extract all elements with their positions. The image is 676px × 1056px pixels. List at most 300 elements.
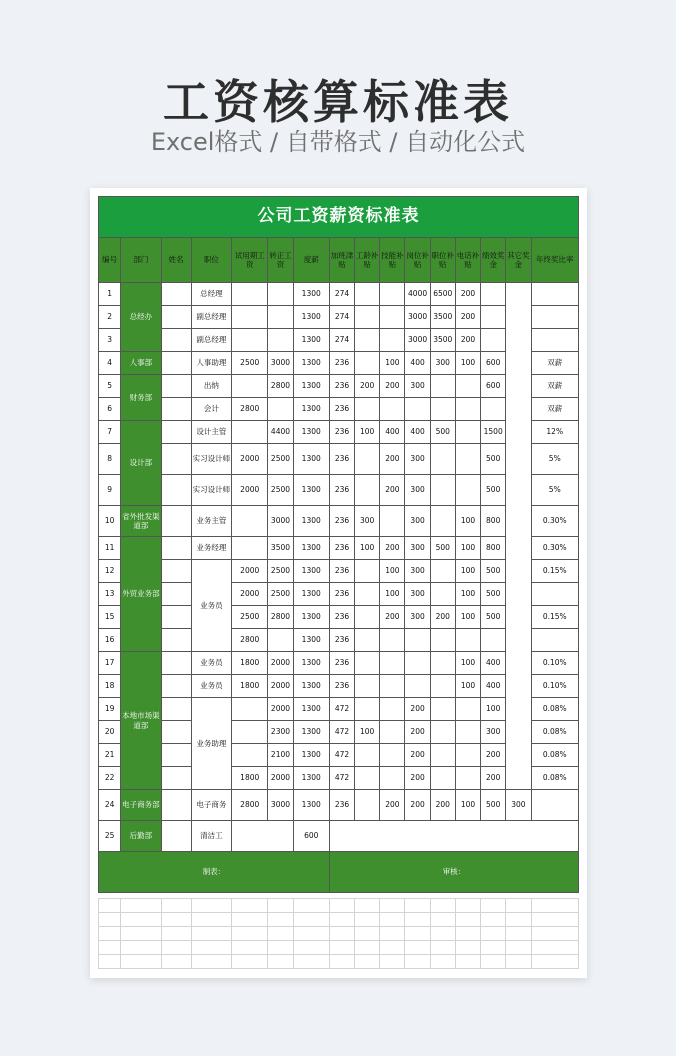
cell: 236 [329, 537, 354, 560]
cell [531, 790, 579, 821]
cell: 1300 [293, 475, 329, 506]
cell [355, 306, 380, 329]
cell [380, 652, 405, 675]
cell: 200 [481, 744, 506, 767]
cell: 0.08% [531, 767, 579, 790]
cell: 实习设计师 [191, 475, 231, 506]
cell [430, 583, 455, 606]
cell: 2000 [232, 583, 268, 606]
cell: 236 [329, 398, 354, 421]
cell [455, 475, 480, 506]
table-title: 公司工资薪资标准表 [99, 197, 579, 238]
cell: 472 [329, 744, 354, 767]
cell: 600 [481, 375, 506, 398]
cell: 0.15% [531, 606, 579, 629]
cell: 3000 [405, 329, 430, 352]
cell [355, 352, 380, 375]
cell: 100 [481, 698, 506, 721]
cell [161, 329, 191, 352]
cell: 200 [455, 306, 480, 329]
cell: 实习设计师 [191, 444, 231, 475]
reviewer-label: 审核： [329, 852, 578, 893]
cell: 12 [99, 560, 121, 583]
cell [355, 698, 380, 721]
cell [355, 583, 380, 606]
cell: 400 [481, 652, 506, 675]
cell: 15 [99, 606, 121, 629]
cell [455, 698, 480, 721]
salary-table [98, 196, 579, 893]
cell: 1300 [293, 444, 329, 475]
cell: 2000 [268, 767, 293, 790]
cell: 1300 [293, 652, 329, 675]
cell [455, 375, 480, 398]
cell: 双薪 [531, 352, 579, 375]
cell [380, 721, 405, 744]
cell: 200 [430, 606, 455, 629]
cell: 236 [329, 790, 354, 821]
cell [481, 283, 506, 306]
cell [355, 283, 380, 306]
empty-grid [98, 898, 579, 969]
cell [455, 421, 480, 444]
cell: 200 [430, 790, 455, 821]
cell: 472 [329, 767, 354, 790]
cell: 2800 [232, 790, 268, 821]
cell: 300 [481, 721, 506, 744]
cell [380, 306, 405, 329]
cell: 10 [99, 506, 121, 537]
cell: 副总经理 [191, 306, 231, 329]
column-header: 年终奖比率 [531, 238, 579, 283]
cell: 业务助理 [191, 698, 231, 790]
cell: 400 [405, 421, 430, 444]
cell [430, 698, 455, 721]
cell: 100 [455, 652, 480, 675]
cell [455, 767, 480, 790]
cell: 1300 [293, 329, 329, 352]
column-header: 技能补贴 [380, 238, 405, 283]
page-subtitle: Excel格式 / 自带格式 / 自动化公式 [150, 128, 526, 156]
cell: 业务员 [191, 675, 231, 698]
cell: 600 [293, 821, 329, 852]
cell: 13 [99, 583, 121, 606]
cell [161, 375, 191, 398]
cell [232, 329, 268, 352]
cell [232, 698, 268, 721]
cell: 21 [99, 744, 121, 767]
cell: 2 [99, 306, 121, 329]
cell: 业务主管 [191, 506, 231, 537]
cell: 0.30% [531, 537, 579, 560]
cell: 0.15% [531, 560, 579, 583]
dept-cell: 总经办 [121, 283, 161, 352]
signature-row [99, 852, 579, 893]
cell: 100 [455, 583, 480, 606]
cell: 1300 [293, 606, 329, 629]
cell: 100 [355, 537, 380, 560]
cell: 1300 [293, 698, 329, 721]
cell [355, 329, 380, 352]
cell [161, 475, 191, 506]
cell [355, 629, 380, 652]
cell [268, 283, 293, 306]
dept-cell: 外贸业务部 [121, 537, 161, 652]
cell: 1300 [293, 721, 329, 744]
table-row [99, 283, 579, 306]
cell [232, 421, 268, 444]
cell [430, 767, 455, 790]
cell: 4400 [268, 421, 293, 444]
cell: 1300 [293, 560, 329, 583]
cell [232, 283, 268, 306]
cell [161, 652, 191, 675]
column-header: 转正工资 [268, 238, 293, 283]
cell: 500 [430, 537, 455, 560]
cell: 1300 [293, 375, 329, 398]
dept-cell: 设计部 [121, 421, 161, 506]
cell: 100 [455, 506, 480, 537]
cell [268, 306, 293, 329]
maker-label: 制表： [99, 852, 330, 893]
cell: 200 [405, 790, 430, 821]
cell [355, 675, 380, 698]
cell: 16 [99, 629, 121, 652]
cell: 1300 [293, 583, 329, 606]
cell: 总经理 [191, 283, 231, 306]
column-header: 职位 [191, 238, 231, 283]
cell: 18 [99, 675, 121, 698]
cell: 800 [481, 506, 506, 537]
cell: 6500 [430, 283, 455, 306]
cell: 200 [380, 475, 405, 506]
cell: 3000 [268, 506, 293, 537]
cell: 236 [329, 652, 354, 675]
cell: 236 [329, 506, 354, 537]
cell: 1300 [293, 398, 329, 421]
cell: 1300 [293, 767, 329, 790]
cell [161, 352, 191, 375]
cell [455, 629, 480, 652]
cell: 100 [380, 583, 405, 606]
cell [355, 767, 380, 790]
cell: 300 [405, 583, 430, 606]
cell: 1 [99, 283, 121, 306]
cell: 1300 [293, 421, 329, 444]
cell: 200 [455, 329, 480, 352]
cell [161, 537, 191, 560]
header-row [99, 238, 579, 283]
cell [161, 721, 191, 744]
cell: 0.08% [531, 721, 579, 744]
cell: 20 [99, 721, 121, 744]
cell: 0.30% [531, 506, 579, 537]
cell: 5% [531, 475, 579, 506]
cell: 3500 [430, 306, 455, 329]
cell: 100 [355, 721, 380, 744]
cell: 2500 [268, 560, 293, 583]
cell: 2300 [268, 721, 293, 744]
cell: 12% [531, 421, 579, 444]
cell [161, 606, 191, 629]
cell: 300 [405, 560, 430, 583]
cell [405, 398, 430, 421]
cell: 472 [329, 698, 354, 721]
cell: 274 [329, 329, 354, 352]
cell [355, 398, 380, 421]
cell: 设计主管 [191, 421, 231, 444]
cell [161, 698, 191, 721]
cell [232, 744, 268, 767]
cell: 300 [405, 475, 430, 506]
cell: 300 [506, 790, 531, 821]
cell: 400 [380, 421, 405, 444]
cell: 4 [99, 352, 121, 375]
cell: 17 [99, 652, 121, 675]
cell: 2800 [268, 375, 293, 398]
cell [455, 398, 480, 421]
cell: 6 [99, 398, 121, 421]
cell [481, 306, 506, 329]
cell [380, 329, 405, 352]
cell [506, 283, 531, 790]
cell [232, 375, 268, 398]
cell: 1300 [293, 306, 329, 329]
cell [455, 721, 480, 744]
cell: 236 [329, 629, 354, 652]
cell [531, 583, 579, 606]
cell: 0.08% [531, 744, 579, 767]
page-title: 工资核算标准表 [163, 75, 513, 129]
cell [232, 721, 268, 744]
cell: 2800 [232, 629, 268, 652]
cell [380, 744, 405, 767]
cell: 人事助理 [191, 352, 231, 375]
cell: 清洁工 [191, 821, 231, 852]
dept-cell: 后勤部 [121, 821, 161, 852]
cell: 500 [481, 606, 506, 629]
cell: 500 [430, 421, 455, 444]
cell [161, 283, 191, 306]
cell: 1300 [293, 790, 329, 821]
cell [161, 790, 191, 821]
cell: 1300 [293, 352, 329, 375]
column-header: 工龄补贴 [355, 238, 380, 283]
cell: 236 [329, 421, 354, 444]
cell [430, 560, 455, 583]
cell: 25 [99, 821, 121, 852]
column-header: 度薪 [293, 238, 329, 283]
cell: 3000 [268, 352, 293, 375]
cell: 2500 [268, 475, 293, 506]
cell: 200 [405, 721, 430, 744]
cell: 236 [329, 375, 354, 398]
cell: 1300 [293, 283, 329, 306]
column-header: 其它奖金 [506, 238, 531, 283]
cell [355, 744, 380, 767]
cell: 22 [99, 767, 121, 790]
cell: 236 [329, 675, 354, 698]
cell: 100 [455, 560, 480, 583]
cell: 236 [329, 583, 354, 606]
cell: 100 [455, 606, 480, 629]
dept-cell: 电子商务部 [121, 790, 161, 821]
cell [232, 821, 294, 852]
cell [430, 475, 455, 506]
cell [161, 306, 191, 329]
cell [161, 821, 191, 852]
cell [531, 329, 579, 352]
cell [355, 475, 380, 506]
cell: 业务员 [191, 652, 231, 675]
cell: 600 [481, 352, 506, 375]
cell [531, 306, 579, 329]
cell: 472 [329, 721, 354, 744]
column-header: 电话补贴 [455, 238, 480, 283]
cell: 双薪 [531, 375, 579, 398]
cell [161, 444, 191, 475]
dept-cell: 本地市场渠道部 [121, 652, 161, 790]
cell: 2500 [232, 352, 268, 375]
cell: 1800 [232, 675, 268, 698]
cell: 2500 [268, 583, 293, 606]
cell: 0.10% [531, 652, 579, 675]
cell [268, 629, 293, 652]
cell: 8 [99, 444, 121, 475]
spreadsheet-preview [90, 188, 587, 978]
cell [430, 744, 455, 767]
cell [232, 306, 268, 329]
cell: 7 [99, 421, 121, 444]
cell [380, 398, 405, 421]
cell: 200 [405, 744, 430, 767]
cell: 2500 [268, 444, 293, 475]
cell [355, 790, 380, 821]
cell [380, 675, 405, 698]
cell: 300 [405, 375, 430, 398]
cell: 2000 [232, 560, 268, 583]
cell [481, 329, 506, 352]
cell [232, 506, 268, 537]
cell: 副总经理 [191, 329, 231, 352]
cell [405, 675, 430, 698]
column-header: 加班津贴 [329, 238, 354, 283]
column-header: 绩效奖金 [481, 238, 506, 283]
cell: 2000 [268, 675, 293, 698]
cell [481, 629, 506, 652]
cell: 1800 [232, 652, 268, 675]
cell: 200 [481, 767, 506, 790]
cell [355, 560, 380, 583]
column-header: 部门 [121, 238, 161, 283]
cell: 3000 [405, 306, 430, 329]
cell: 9 [99, 475, 121, 506]
column-header: 编号 [99, 238, 121, 283]
cell: 5 [99, 375, 121, 398]
cell: 400 [405, 352, 430, 375]
cell [161, 767, 191, 790]
cell [531, 283, 579, 306]
cell [430, 398, 455, 421]
cell [481, 398, 506, 421]
cell: 5% [531, 444, 579, 475]
cell: 236 [329, 352, 354, 375]
cell: 2000 [268, 652, 293, 675]
cell: 双薪 [531, 398, 579, 421]
cell [430, 675, 455, 698]
cell: 业务员 [191, 560, 231, 652]
cell [430, 444, 455, 475]
cell: 100 [355, 421, 380, 444]
cell: 200 [405, 698, 430, 721]
cell: 会计 [191, 398, 231, 421]
cell: 4000 [405, 283, 430, 306]
cell: 1800 [232, 767, 268, 790]
cell: 500 [481, 583, 506, 606]
cell: 2800 [232, 398, 268, 421]
cell [455, 744, 480, 767]
cell: 200 [405, 767, 430, 790]
cell [430, 375, 455, 398]
cell: 200 [455, 283, 480, 306]
cell: 24 [99, 790, 121, 821]
cell: 200 [380, 444, 405, 475]
cell: 100 [380, 352, 405, 375]
cell: 300 [405, 444, 430, 475]
cell [161, 675, 191, 698]
cell: 3000 [268, 790, 293, 821]
cell [161, 744, 191, 767]
cell [531, 629, 579, 652]
cell: 电子商务 [191, 790, 231, 821]
cell: 200 [380, 606, 405, 629]
cell: 800 [481, 537, 506, 560]
cell: 2000 [232, 475, 268, 506]
cell [161, 398, 191, 421]
cell [268, 329, 293, 352]
cell: 100 [380, 560, 405, 583]
cell [355, 444, 380, 475]
cell: 236 [329, 560, 354, 583]
cell [380, 629, 405, 652]
table-row [99, 790, 579, 821]
cell [380, 506, 405, 537]
cell: 2000 [268, 698, 293, 721]
dept-cell: 财务部 [121, 375, 161, 421]
column-header: 职位补贴 [430, 238, 455, 283]
cell: 2000 [232, 444, 268, 475]
cell: 100 [455, 675, 480, 698]
cell: 300 [405, 606, 430, 629]
cell [405, 652, 430, 675]
cell: 500 [481, 444, 506, 475]
cell [161, 583, 191, 606]
cell: 300 [430, 352, 455, 375]
cell: 274 [329, 306, 354, 329]
cell: 500 [481, 560, 506, 583]
dept-cell: 省外批发渠道部 [121, 506, 161, 537]
cell: 1300 [293, 744, 329, 767]
cell: 500 [481, 790, 506, 821]
cell: 500 [481, 475, 506, 506]
cell: 3500 [430, 329, 455, 352]
table-row [99, 821, 579, 852]
cell [161, 506, 191, 537]
cell: 274 [329, 283, 354, 306]
cell: 200 [380, 375, 405, 398]
cell: 2500 [232, 606, 268, 629]
cell [355, 606, 380, 629]
